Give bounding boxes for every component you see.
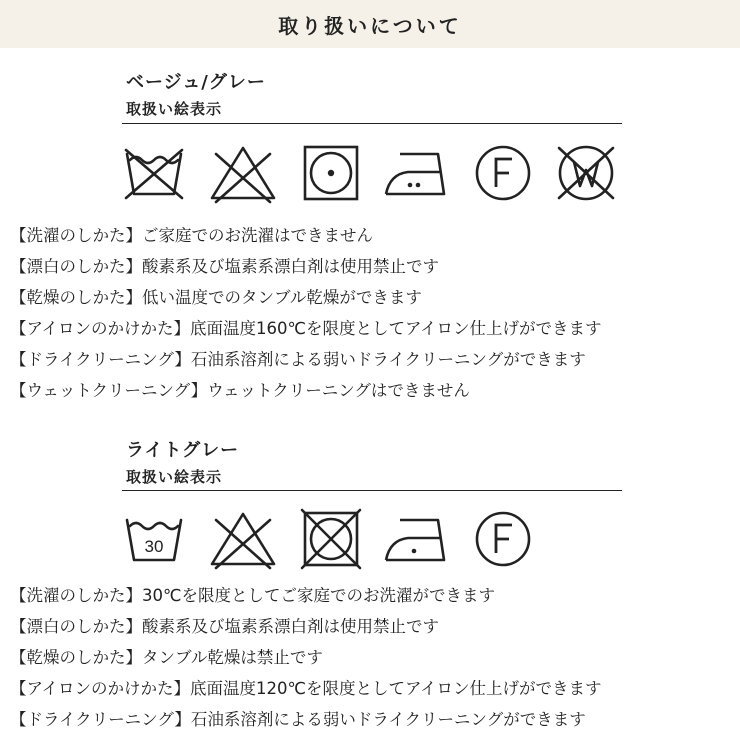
list-item — [10, 609, 740, 640]
variant-name: ベージュ/グレー — [126, 72, 266, 93]
care-category: 【ドライクリーニング】 — [10, 349, 191, 369]
wash-temperature: 30 — [144, 537, 164, 556]
list-item — [10, 311, 740, 342]
care-description: 低い温度でのタンブル乾燥ができます — [142, 287, 422, 307]
list-item — [10, 280, 740, 311]
care-symbols-row — [122, 508, 534, 570]
care-description: タンブル乾燥は禁止です — [142, 647, 323, 667]
care-instructions-list — [10, 578, 740, 733]
care-category: 【乾燥のしかた】 — [10, 647, 142, 667]
list-item — [10, 342, 740, 373]
care-description: 酸素系及び塩素系漂白剤は使用禁止です — [142, 616, 439, 636]
tumble-dry-low-icon — [300, 142, 362, 204]
wash-30-icon — [122, 508, 186, 570]
no-bleach-icon — [208, 142, 278, 204]
dry-clean-f-icon — [472, 142, 534, 204]
care-description: 石油系溶剤による弱いドライクリーニングができます — [190, 349, 586, 369]
care-category: 【洗濯のしかた】 — [10, 585, 142, 605]
list-item — [10, 671, 740, 702]
variant-name: ライトグレー — [126, 440, 240, 461]
care-symbols-heading: 取扱い絵表示 — [126, 100, 223, 118]
care-category: 【乾燥のしかた】 — [10, 287, 142, 307]
page-header — [0, 0, 740, 48]
care-symbols-row — [122, 142, 618, 204]
care-symbols-heading: 取扱い絵表示 — [126, 468, 223, 486]
care-description: 30℃を限度としてご家庭でのお洗濯ができます — [142, 585, 496, 605]
list-item — [10, 640, 740, 671]
care-description: ウェットクリーニングはできません — [207, 380, 470, 400]
care-category: 【洗濯のしかた】 — [10, 225, 142, 245]
care-instructions-list — [10, 218, 740, 404]
care-category: 【漂白のしかた】 — [10, 616, 142, 636]
page-title: 取り扱いについて — [278, 13, 462, 38]
wash-not-allowed-icon — [122, 142, 186, 204]
divider — [122, 123, 622, 124]
list-item — [10, 218, 740, 249]
care-category: 【漂白のしかた】 — [10, 256, 142, 276]
list-item — [10, 578, 740, 609]
list-item — [10, 249, 740, 280]
care-category: 【ドライクリーニング】 — [10, 709, 191, 729]
iron-medium-icon — [382, 142, 448, 204]
care-category: 【ウェットクリーニング】 — [10, 380, 208, 400]
wet-clean-not-allowed-icon — [554, 142, 618, 204]
care-description: ご家庭でのお洗濯はできません — [142, 225, 373, 245]
dry-clean-f-icon — [472, 508, 534, 570]
care-category: 【アイロンのかけかた】 — [10, 318, 191, 338]
tumble-dry-not-allowed-icon — [300, 508, 362, 570]
care-category: 【アイロンのかけかた】 — [10, 678, 191, 698]
iron-low-icon — [382, 508, 448, 570]
care-description: 底面温度120℃を限度としてアイロン仕上げができます — [190, 678, 602, 698]
list-item — [10, 702, 740, 733]
list-item — [10, 373, 740, 404]
divider — [122, 490, 622, 491]
care-description: 酸素系及び塩素系漂白剤は使用禁止です — [142, 256, 439, 276]
care-description: 底面温度160℃を限度としてアイロン仕上げができます — [190, 318, 602, 338]
care-description: 石油系溶剤による弱いドライクリーニングができます — [190, 709, 586, 729]
no-bleach-icon — [208, 508, 278, 570]
